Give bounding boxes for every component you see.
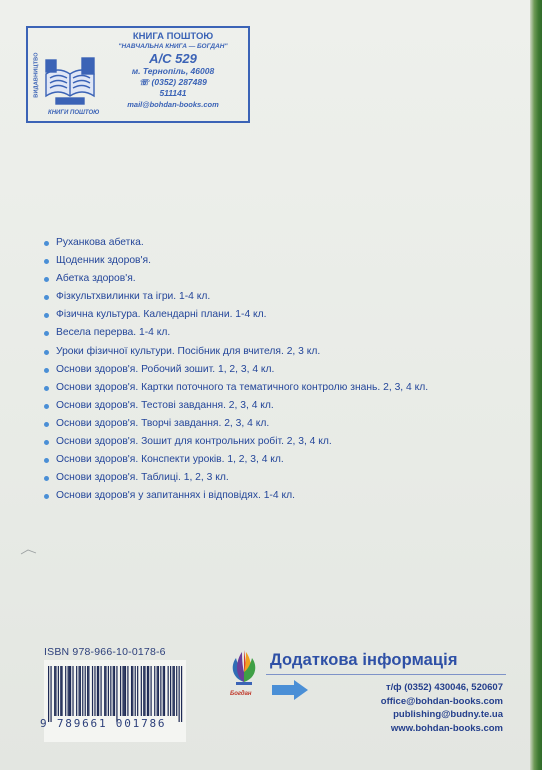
barcode-bar [157,666,158,716]
barcode-bar [65,666,66,716]
barcode-bar [143,666,144,716]
barcode-bar [60,666,61,716]
barcode-bar [54,666,55,716]
barcode-bar [58,666,59,716]
barcode-bar [82,666,83,716]
bullet-icon [44,440,49,445]
list-item: Фізкультхвилинки та ігри. 1-4 кл. [44,288,428,306]
barcode-bar [132,666,133,716]
bullet-icon [44,295,49,300]
contact-phone: т/ф (0352) 430046, 520607 [385,682,503,693]
contact-website: www.bohdan-books.com [390,722,503,734]
contact-info [300,681,503,735]
bullet-icon [44,277,49,282]
contact-publishing-email: publishing@budny.te.ua [393,709,503,720]
bullet-icon [44,494,49,499]
stamp-title: КНИГА ПОШТОЮ [132,31,214,42]
additional-info-title: Додаткова інформація [270,651,458,669]
barcode-bar [108,666,109,716]
stamp-city: м. Тернопіль, 46008 [131,66,215,76]
barcode-bar [124,666,125,716]
list-item: Основи здоров'я. Зошит для контрольних робіт. 2, 3, 4 кл. [44,433,428,451]
barcode-bar [163,666,164,716]
book-list [44,234,428,505]
barcode-digits: 9 789661 001786 [40,717,167,730]
list-item: Весела перерва. 1-4 кл. [44,324,428,342]
list-item: Абетка здоров'я. [44,270,428,288]
barcode-bar [170,666,171,716]
barcode-bar [105,666,106,716]
bullet-icon [44,259,49,264]
barcode-bar [94,666,95,716]
scratch-mark [20,548,38,556]
list-item: Уроки фізичної культури. Посібник для вчителя. 2, 3 кл. [44,343,428,361]
cover-edge [530,0,542,770]
barcode-bar [125,666,126,716]
stamp-phone: (0352) 287489 [151,77,207,87]
barcode-bar [113,666,114,716]
barcode-bar [98,666,99,716]
barcode-bar [88,666,89,716]
list-item: Основи здоров'я. Конспекти уроків. 1, 2, 3, 4 кл. [44,451,428,469]
barcode-bar [100,666,101,716]
bullet-icon [44,350,49,355]
mail-order-stamp [26,26,250,123]
bullet-icon [44,313,49,318]
list-item: Щоденник здоров'я. [44,252,428,270]
stamp-phone2: 511141 [159,88,187,98]
barcode-bar [87,666,88,716]
barcode-bar [48,666,49,722]
barcode-bar [137,666,138,716]
barcode-bar [154,666,155,716]
barcode-bar [114,666,115,716]
barcode-bar [172,666,173,716]
barcode-bar [80,666,81,716]
barcode-bar [110,666,111,716]
bullet-icon [44,422,49,427]
stamp-vertical-label: ВИДАВНИЦТВО [34,51,40,98]
publisher-logo-icon [226,648,262,692]
stamp-email: mail@bohdan-books.com [127,100,219,109]
barcode-bar [127,666,128,716]
bullet-icon [44,476,49,481]
barcode-bar [104,666,105,716]
barcode-bar [85,666,86,716]
bullet-icon [44,404,49,409]
list-item: Основи здоров'я. Тестові завдання. 2, 3, 4 кл. [44,397,428,415]
barcode-bar [164,666,165,716]
barcode-bar [116,666,117,722]
barcode-bar [76,666,77,716]
phone-icon: ☏ [139,78,150,87]
list-item: Основи здоров'я. Картки поточного та тематичного контролю знань. 2, 3, 4 кл. [44,379,428,397]
stamp-bottom-label: КНИГИ ПОШТОЮ [48,110,100,116]
barcode-bar [179,666,180,722]
barcode-bar [97,666,98,716]
stamp-phone-line [98,77,248,88]
barcode-bar [122,666,123,716]
bullet-icon [44,331,49,336]
list-item: Основи здоров'я. Творчі завдання. 2, 3, 4 кл. [44,415,428,433]
divider [266,674,506,675]
barcode-bar [72,666,73,716]
barcode-bar [69,666,70,716]
bullet-icon [44,458,49,463]
barcode-bar [55,666,56,716]
barcode-bar [144,666,145,716]
stamp-text [98,31,248,110]
barcode-bar [181,666,182,722]
bullet-icon [44,386,49,391]
barcode-bar [135,666,136,716]
bullet-icon [44,241,49,246]
list-item: Основи здоров'я. Робочий зошит. 1, 2, 3, 4 кл. [44,361,428,379]
barcode-bar [168,666,169,716]
barcode-bar [68,666,69,716]
barcode-bar [61,666,62,716]
barcode-bar [141,666,142,716]
barcode-bar [176,666,177,716]
barcode-bar [160,666,161,716]
list-item: Руханкова абетка. [44,234,428,252]
barcode-bar [70,666,71,716]
publisher-logo-text: Богдан [230,691,252,697]
barcode-bar [92,666,93,716]
isbn-text: ISBN 978-966-10-0178-6 [44,646,166,658]
list-item: Основи здоров'я у запитаннях і відповідях. 1-4 кл. [44,487,428,505]
barcode-bar [120,666,121,716]
list-item: Фізична культура. Календарні плани. 1-4 кл. [44,306,428,324]
barcode-bar [148,666,149,716]
list-item: Основи здоров'я. Таблиці. 1, 2, 3 кл. [44,469,428,487]
barcode-bar [174,666,175,716]
open-book-icon [42,56,98,108]
barcode-bar [79,666,80,716]
bullet-icon [44,368,49,373]
contact-office-email: office@bohdan-books.com [380,695,503,707]
barcode-bar [150,666,151,716]
barcode-bar [131,666,132,716]
stamp-subtitle: "НАВЧАЛЬНА КНИГА — БОГДАН" [118,43,228,50]
stamp-po-box: А/С 529 [149,51,197,66]
barcode-bar [147,666,148,716]
barcode-bar [158,666,159,716]
barcode-bar [50,666,51,722]
